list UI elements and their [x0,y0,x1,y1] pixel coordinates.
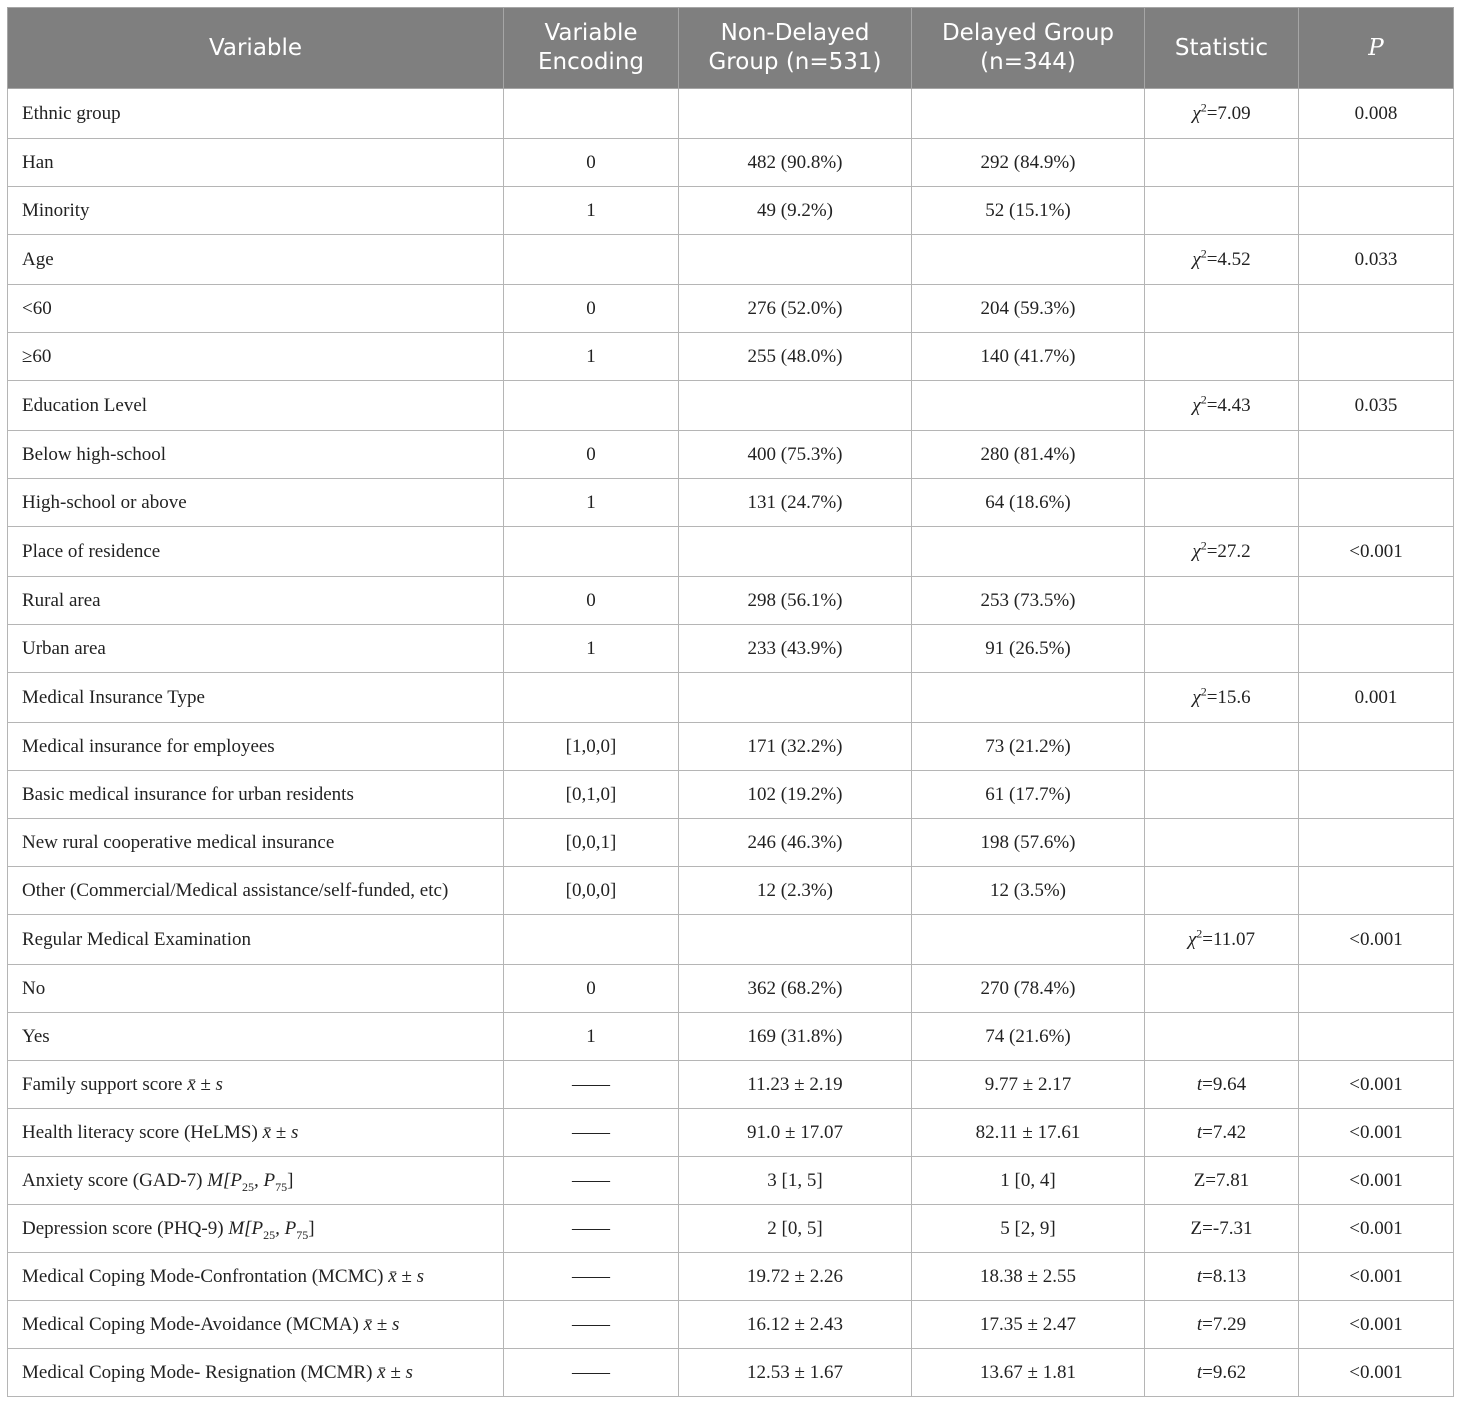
cell-p-value [1299,819,1454,867]
cell-p-value [1299,187,1454,235]
table-row [8,1253,1454,1301]
cell-non-delayed [679,527,912,577]
median-iqr-notation [228,1217,315,1242]
cell-delayed: 253 (73.5%) [912,577,1145,625]
cell-encoding: —— [504,1157,679,1205]
cell-statistic [1145,965,1299,1013]
cell-variable [8,285,504,333]
statistic-superscript: 2 [1200,538,1207,553]
cell-non-delayed: 482 (90.8%) [679,139,912,187]
cell-p-value: <0.001 [1299,1301,1454,1349]
cell-non-delayed: 233 (43.9%) [679,625,912,673]
cell-encoding: —— [504,1109,679,1157]
cell-non-delayed [679,673,912,723]
cell-encoding: [0,1,0] [504,771,679,819]
table-row [8,1109,1454,1157]
cell-encoding: —— [504,1061,679,1109]
cell-variable [8,577,504,625]
cell-delayed: 91 (26.5%) [912,625,1145,673]
cell-non-delayed: 16.12 ± 2.43 [679,1301,912,1349]
cell-delayed: 5 [2, 9] [912,1205,1145,1253]
table-row [8,139,1454,187]
cell-statistic [1145,479,1299,527]
notation-m: M[P [207,1169,243,1191]
variable-label: ≥60 [22,345,52,367]
statistic-symbol: χ [1192,540,1201,562]
cell-variable [8,1013,504,1061]
table-row [8,673,1454,723]
cell-statistic [1145,285,1299,333]
variable-label: Rural area [22,589,101,611]
cell-encoding [504,527,679,577]
cell-p-value: <0.001 [1299,1253,1454,1301]
cell-statistic [1145,381,1299,431]
table-row [8,819,1454,867]
cell-statistic [1145,819,1299,867]
cell-statistic [1145,1301,1299,1349]
data-table [7,7,1454,1397]
cell-non-delayed [679,381,912,431]
statistic-symbol: t [1196,1121,1203,1143]
cell-encoding: —— [504,1253,679,1301]
notation-end: ] [308,1217,315,1239]
cell-delayed: 280 (81.4%) [912,431,1145,479]
table-row [8,479,1454,527]
cell-encoding: —— [504,1301,679,1349]
cell-statistic [1145,235,1299,285]
variable-label: <60 [22,297,52,319]
statistic-symbol: χ [1192,248,1201,270]
cell-variable [8,1301,504,1349]
cell-non-delayed: 19.72 ± 2.26 [679,1253,912,1301]
cell-encoding [504,673,679,723]
cell-encoding [504,915,679,965]
cell-variable [8,527,504,577]
variable-label: Medical Coping Mode-Confrontation (MCMC) [22,1265,384,1287]
variable-label: Anxiety score (GAD-7) [22,1169,203,1191]
cell-delayed: 198 (57.6%) [912,819,1145,867]
cell-encoding: 0 [504,285,679,333]
cell-delayed: 61 (17.7%) [912,771,1145,819]
statistic-superscript: 2 [1200,392,1207,407]
cell-p-value [1299,625,1454,673]
cell-p-value: <0.001 [1299,915,1454,965]
cell-encoding: [0,0,1] [504,819,679,867]
variable-label: Medical insurance for employees [22,735,275,757]
cell-variable [8,771,504,819]
notation-end: ] [287,1169,294,1191]
cell-p-value [1299,479,1454,527]
statistic-superscript: 2 [1200,684,1207,699]
variable-label: Family support score [22,1073,183,1095]
variable-label: Yes [22,1025,50,1047]
notation-mid: , P [275,1217,297,1239]
cell-statistic [1145,139,1299,187]
cell-p-value [1299,333,1454,381]
cell-non-delayed: 298 (56.1%) [679,577,912,625]
cell-delayed [912,235,1145,285]
cell-encoding: 0 [504,431,679,479]
cell-delayed [912,915,1145,965]
table-row [8,771,1454,819]
cell-delayed: 74 (21.6%) [912,1013,1145,1061]
cell-non-delayed: 49 (9.2%) [679,187,912,235]
cell-p-value [1299,1013,1454,1061]
notation-m: M[P [228,1217,264,1239]
cell-non-delayed: 2 [0, 5] [679,1205,912,1253]
cell-p-value: 0.008 [1299,89,1454,139]
header-encoding: Variable Encoding [504,8,679,89]
header-statistic: Statistic [1145,8,1299,89]
cell-variable [8,1349,504,1397]
cell-variable [8,915,504,965]
cell-variable [8,235,504,285]
cell-statistic [1145,1157,1299,1205]
cell-encoding: 0 [504,139,679,187]
variable-label: High-school or above [22,491,187,513]
statistic-superscript: 2 [1196,926,1203,941]
table-row [8,235,1454,285]
statistic-value: =4.52 [1206,248,1251,270]
mean-sd-notation: x̄ ± s [187,1073,223,1095]
statistic-value: =4.43 [1206,394,1251,416]
cell-statistic [1145,1205,1299,1253]
cell-delayed: 13.67 ± 1.81 [912,1349,1145,1397]
cell-variable [8,723,504,771]
cell-statistic [1145,1253,1299,1301]
cell-p-value: 0.033 [1299,235,1454,285]
cell-p-value: <0.001 [1299,1157,1454,1205]
cell-non-delayed: 102 (19.2%) [679,771,912,819]
variable-label: New rural cooperative medical insurance [22,831,335,853]
cell-variable [8,479,504,527]
statistic-symbol: t [1196,1313,1203,1335]
cell-variable [8,1157,504,1205]
table-body [8,89,1454,1397]
cell-variable [8,819,504,867]
statistic-symbol: χ [1187,928,1197,950]
cell-p-value [1299,431,1454,479]
variable-label: Urban area [22,637,106,659]
variable-label: Minority [22,199,90,221]
median-iqr-notation [207,1169,294,1194]
cell-delayed: 292 (84.9%) [912,139,1145,187]
cell-variable [8,431,504,479]
cell-statistic [1145,867,1299,915]
cell-non-delayed: 255 (48.0%) [679,333,912,381]
cell-delayed: 204 (59.3%) [912,285,1145,333]
table-row [8,965,1454,1013]
cell-p-value [1299,867,1454,915]
notation-sub-75: 75 [275,1179,288,1194]
variable-label: Age [22,248,54,270]
table-row [8,1349,1454,1397]
cell-non-delayed: 171 (32.2%) [679,723,912,771]
statistic-value: =11.07 [1202,928,1256,950]
table-row [8,867,1454,915]
mean-sd-notation: x̄ ± s [262,1121,299,1143]
cell-non-delayed: 169 (31.8%) [679,1013,912,1061]
statistic-value: Z=-7.31 [1190,1217,1253,1239]
cell-non-delayed [679,915,912,965]
variable-label: Health literacy score (HeLMS) [22,1121,258,1143]
cell-non-delayed: 276 (52.0%) [679,285,912,333]
variable-label: Medical Coping Mode-Avoidance (MCMA) [22,1313,359,1335]
statistic-symbol: t [1196,1073,1203,1095]
cell-encoding: 1 [504,479,679,527]
variable-label: Other (Commercial/Medical assistance/self-funded, etc) [22,879,449,901]
statistic-value: =7.29 [1202,1313,1247,1335]
cell-variable [8,1061,504,1109]
cell-statistic [1145,1349,1299,1397]
cell-delayed: 73 (21.2%) [912,723,1145,771]
variable-label: Depression score (PHQ-9) [22,1217,224,1239]
cell-encoding: [1,0,0] [504,723,679,771]
statistic-value: =9.62 [1202,1361,1247,1383]
cell-variable [8,867,504,915]
table-row [8,723,1454,771]
variable-label: Medical Coping Mode- Resignation (MCMR) [22,1361,373,1383]
cell-variable [8,89,504,139]
cell-delayed [912,673,1145,723]
variable-label: Education Level [22,394,148,416]
notation-mid: , P [254,1169,276,1191]
variable-label: No [22,977,46,999]
cell-delayed [912,381,1145,431]
cell-variable [8,187,504,235]
cell-non-delayed: 91.0 ± 17.07 [679,1109,912,1157]
cell-variable [8,965,504,1013]
header-delayed: Delayed Group (n=344) [912,8,1145,89]
mean-sd-notation: x̄ ± s [388,1265,425,1287]
cell-variable [8,625,504,673]
cell-statistic [1145,1061,1299,1109]
cell-statistic [1145,89,1299,139]
statistic-value: =8.13 [1202,1265,1247,1287]
cell-variable [8,1109,504,1157]
cell-non-delayed: 131 (24.7%) [679,479,912,527]
cell-statistic [1145,723,1299,771]
cell-statistic [1145,577,1299,625]
header-p-value: P [1299,8,1454,89]
cell-delayed: 1 [0, 4] [912,1157,1145,1205]
cell-p-value [1299,139,1454,187]
cell-p-value: <0.001 [1299,1205,1454,1253]
cell-non-delayed [679,235,912,285]
cell-variable [8,333,504,381]
cell-delayed: 64 (18.6%) [912,479,1145,527]
statistic-symbol: t [1196,1361,1203,1383]
table-row [8,381,1454,431]
cell-encoding: [0,0,0] [504,867,679,915]
cell-p-value: <0.001 [1299,1061,1454,1109]
cell-delayed: 270 (78.4%) [912,965,1145,1013]
cell-delayed: 12 (3.5%) [912,867,1145,915]
table-row [8,1157,1454,1205]
statistic-value: =9.64 [1202,1073,1247,1095]
table-row [8,577,1454,625]
cell-p-value: <0.001 [1299,527,1454,577]
cell-statistic [1145,431,1299,479]
statistic-symbol: χ [1192,102,1201,124]
cell-statistic [1145,771,1299,819]
notation-sub-25: 25 [263,1227,276,1242]
cell-encoding: 1 [504,333,679,381]
table-row [8,527,1454,577]
cell-encoding: —— [504,1205,679,1253]
table-row [8,1205,1454,1253]
cell-delayed: 9.77 ± 2.17 [912,1061,1145,1109]
cell-encoding: 0 [504,965,679,1013]
cell-p-value [1299,285,1454,333]
cell-non-delayed [679,89,912,139]
statistic-symbol: χ [1192,686,1201,708]
variable-label: Medical Insurance Type [22,686,205,708]
cell-statistic [1145,1013,1299,1061]
table-row [8,1013,1454,1061]
cell-variable [8,1205,504,1253]
cell-encoding: 1 [504,625,679,673]
statistic-value: =7.09 [1206,102,1251,124]
cell-encoding: 0 [504,577,679,625]
statistic-value: =15.6 [1206,686,1251,708]
statistic-superscript: 2 [1200,246,1207,261]
table-row [8,285,1454,333]
variable-label: Han [22,151,54,173]
cell-statistic [1145,333,1299,381]
table-row [8,333,1454,381]
cell-non-delayed: 11.23 ± 2.19 [679,1061,912,1109]
cell-non-delayed: 12 (2.3%) [679,867,912,915]
table-row [8,89,1454,139]
cell-delayed [912,89,1145,139]
cell-non-delayed: 362 (68.2%) [679,965,912,1013]
cell-non-delayed: 246 (46.3%) [679,819,912,867]
table-row [8,187,1454,235]
notation-sub-25: 25 [242,1179,255,1194]
variable-label: Ethnic group [22,102,121,124]
cell-statistic [1145,625,1299,673]
cell-delayed: 18.38 ± 2.55 [912,1253,1145,1301]
statistic-symbol: χ [1192,394,1201,416]
table-row [8,625,1454,673]
cell-encoding [504,381,679,431]
cell-encoding [504,235,679,285]
cell-delayed: 17.35 ± 2.47 [912,1301,1145,1349]
cell-delayed: 82.11 ± 17.61 [912,1109,1145,1157]
header-non-delayed: Non-Delayed Group (n=531) [679,8,912,89]
cell-statistic [1145,187,1299,235]
notation-sub-75: 75 [296,1227,309,1242]
cell-non-delayed: 400 (75.3%) [679,431,912,479]
cell-encoding: 1 [504,187,679,235]
cell-encoding: —— [504,1349,679,1397]
statistic-value: =27.2 [1206,540,1251,562]
cell-p-value [1299,577,1454,625]
cell-non-delayed: 3 [1, 5] [679,1157,912,1205]
table-row [8,431,1454,479]
cell-non-delayed: 12.53 ± 1.67 [679,1349,912,1397]
table-row [8,1301,1454,1349]
mean-sd-notation: x̄ ± s [363,1313,400,1335]
cell-p-value: 0.035 [1299,381,1454,431]
cell-p-value [1299,965,1454,1013]
cell-delayed: 140 (41.7%) [912,333,1145,381]
cell-p-value: <0.001 [1299,1349,1454,1397]
table-row [8,915,1454,965]
variable-label: Regular Medical Examination [22,928,251,950]
cell-delayed: 52 (15.1%) [912,187,1145,235]
table-row [8,1061,1454,1109]
cell-variable [8,673,504,723]
cell-statistic [1145,915,1299,965]
variable-label: Place of residence [22,540,161,562]
variable-label: Basic medical insurance for urban residents [22,783,354,805]
cell-variable [8,381,504,431]
variable-label: Below high-school [22,443,167,465]
cell-statistic [1145,527,1299,577]
cell-statistic [1145,1109,1299,1157]
statistic-superscript: 2 [1200,100,1207,115]
cell-p-value: <0.001 [1299,1109,1454,1157]
cell-statistic [1145,673,1299,723]
cell-delayed [912,527,1145,577]
statistic-value: =7.42 [1202,1121,1247,1143]
cell-encoding [504,89,679,139]
mean-sd-notation: x̄ ± s [377,1361,413,1383]
header-row [8,8,1454,89]
cell-variable [8,139,504,187]
cell-p-value [1299,723,1454,771]
cell-p-value [1299,771,1454,819]
cell-encoding: 1 [504,1013,679,1061]
statistic-value: Z=7.81 [1193,1169,1250,1191]
cell-p-value: 0.001 [1299,673,1454,723]
cell-variable [8,1253,504,1301]
statistic-symbol: t [1196,1265,1203,1287]
header-variable: Variable [8,8,504,89]
